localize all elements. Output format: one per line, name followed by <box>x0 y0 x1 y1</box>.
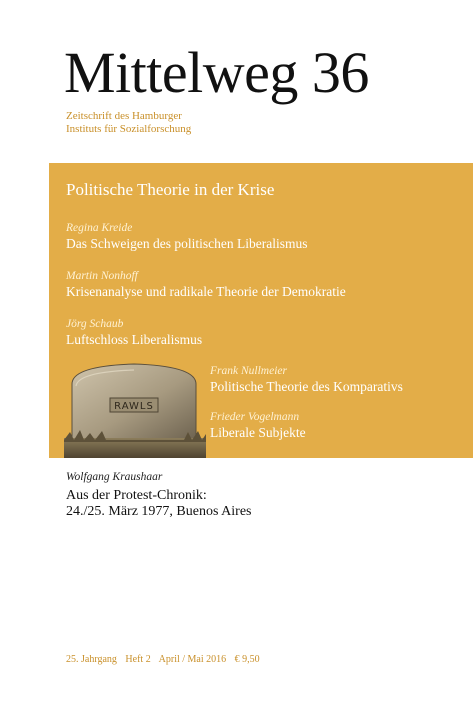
article-title: Liberale Subjekte <box>210 425 306 440</box>
article-title: Das Schweigen des politischen Liberalismus <box>66 236 308 251</box>
article-title: Krisenanalyse und radikale Theorie der Demokratie <box>66 284 346 299</box>
article-item <box>66 222 307 252</box>
date-label: April / Mai 2016 <box>158 654 227 665</box>
gravestone-illustration <box>64 360 206 458</box>
article-item <box>66 318 202 348</box>
article-item <box>210 411 306 441</box>
subtitle-line-2: Instituts für Sozialforschung <box>66 122 192 135</box>
theme-title: Politische Theorie in der Krise <box>66 180 275 199</box>
magazine-subtitle <box>66 110 266 135</box>
issue-label: Heft 2 <box>125 654 151 665</box>
volume-label: 25. Jahrgang <box>66 654 117 665</box>
extra-article-title-line-1: Aus der Protest-Chronik: <box>66 488 207 503</box>
article-author: Frank Nullmeier <box>210 365 287 377</box>
subtitle-line-1: Zeitschrift des Hamburger <box>66 110 182 122</box>
extra-article-author: Wolfgang Kraushaar <box>66 471 163 483</box>
article-author: Jörg Schaub <box>66 318 124 330</box>
article-title: Luftschloss Liberalismus <box>66 332 203 347</box>
extra-article-title <box>66 488 326 520</box>
article-item <box>210 365 403 395</box>
gravestone-label: RAWLS <box>114 401 154 412</box>
issue-info <box>66 654 266 665</box>
article-author: Frieder Vogelmann <box>210 411 300 423</box>
article-title: Politische Theorie des Komparativs <box>210 379 403 394</box>
article-author: Regina Kreide <box>66 222 133 234</box>
extra-article-title-line-2: 24./25. März 1977, Buenos Aires <box>66 504 252 519</box>
article-author: Martin Nonhoff <box>66 270 138 282</box>
gravestone-image <box>64 360 206 458</box>
price-label: € 9,50 <box>234 654 260 665</box>
magazine-title: Mittelweg 36 <box>64 40 369 105</box>
article-item <box>66 270 346 300</box>
